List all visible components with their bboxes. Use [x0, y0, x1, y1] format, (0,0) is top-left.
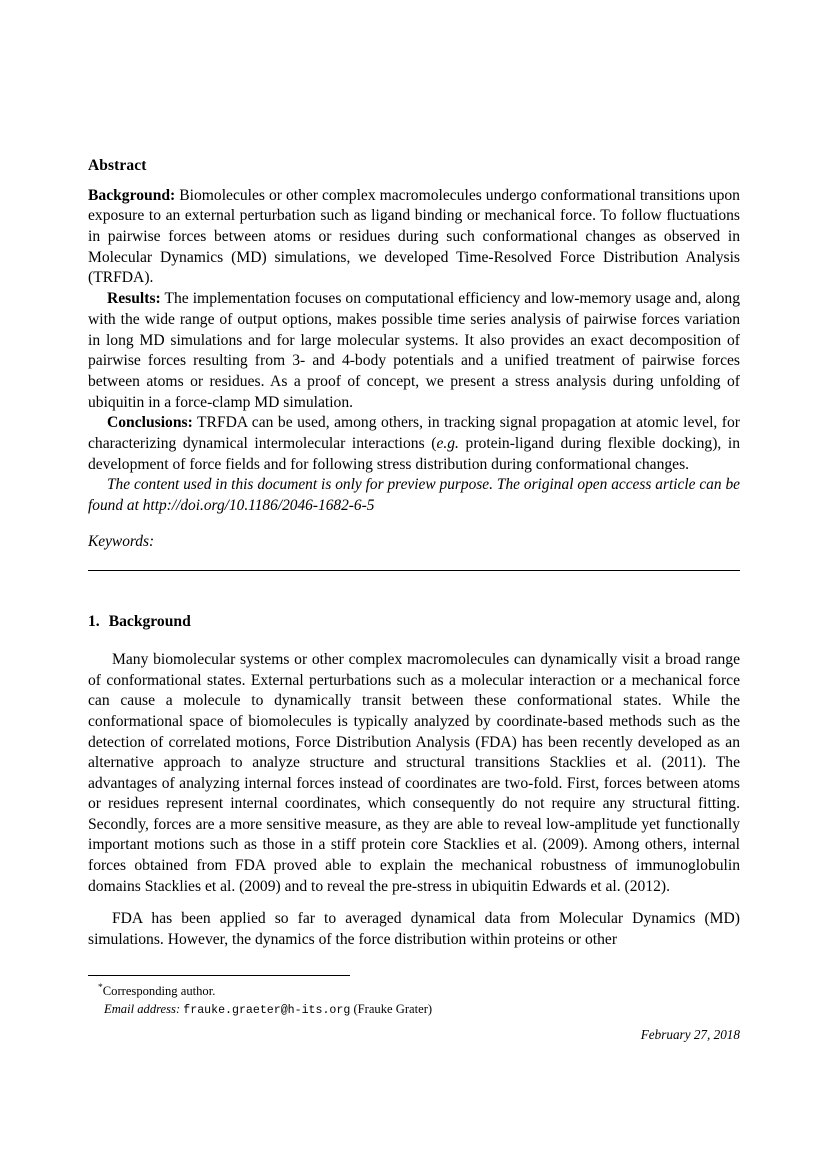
footnote-area [88, 975, 740, 1019]
abstract-conclusions-label: Conclusions: [107, 414, 193, 432]
asterisk-icon: * [98, 983, 103, 993]
footnote-corresponding-author [88, 980, 740, 1000]
abstract-results-paragraph [88, 289, 740, 413]
footnote-corresponding-author-text: Corresponding author. [102, 984, 216, 999]
abstract-conclusions-text-before: TRFDA can be used, among others, in tracking signal propagation at atomic level, for characterizing dynamical intermolecular interactions ( [88, 414, 740, 453]
body-paragraph-1: Many biomolecular systems or other complex macromolecules can dynamically visit a broad range of conformational states. External perturbations such as a molecular interaction or a mechanical force can cause a molecule to dynamically transit between these conformational states. While the conformational space of biomolecules is typically analyzed by coordinate-based methods such as the detection of correlated motions, Force Distribution Analysis (FDA) has been recently developed as an alternative approach to analyze structure and structural transitions Stacklies et al. (2011). The advantages of analyzing internal forces instead of coordinates are two-fold. First, forces between atoms or residues represent internal coordinates, which consequently do not require any structural fitting. Secondly, forces are a more sensitive measure, as they are able to reveal low-amplitude yet functionally important motions such as those in a stiff protein core Stacklies et al. (2009). Among others, internal forces obtained from FDA proved able to explain the mechanical robustness of immunoglobulin domains Stacklies et al. (2009) and to reveal the pre-stress in ubiquitin Edwards et al. (2012). [88, 651, 740, 895]
abstract-separator-rule [88, 570, 740, 571]
abstract-results-text: The implementation focuses on computational efficiency and low-memory usage and, along with the wide range of output options, makes possible time series analysis of pairwise forces variation in long MD simulations and for large molecular systems. It also provides an exact decomposition of pairwise forces resulting from 3- and 4-body potentials and a unified treatment of pairwise forces between atoms or residues. As a proof of concept, we present a stress analysis during unfolding of ubiquitin in a force-clamp MD simulation. [88, 290, 741, 411]
body-paragraph-2: FDA has been applied so far to averaged dynamical data from Molecular Dynamics (MD) simulations. However, the dynamics of the force distribution within proteins or other [88, 910, 740, 948]
footnote-email-line [88, 1001, 740, 1020]
section-number: 1. [88, 612, 100, 630]
footnote-email-address[interactable]: frauke.graeter@h-its.org [183, 1003, 351, 1017]
section-title: Background [108, 612, 191, 630]
abstract-conclusions-eg: e.g. [436, 435, 459, 453]
keywords-label: Keywords: [88, 532, 155, 550]
page-content [88, 156, 740, 950]
footnote-separator-rule [88, 975, 350, 976]
abstract-background-text: Biomolecules or other complex macromolecules undergo conformational transitions upon exposure to an external perturbation such as ligand binding or mechanical force. To follow fluctuations in pairwise forces between atoms or residues during such conformational changes as observed in Molecular Dynamics (MD) simulations, we developed Time-Resolved Force Distribution Analysis (TRFDA). [88, 186, 740, 287]
document-date: February 27, 2018 [640, 1027, 740, 1042]
abstract-conclusions-text-after: protein-ligand during flexible docking), in development of force fields and for following stress distribution during conformational changes. [88, 435, 740, 473]
abstract-heading: Abstract [88, 157, 147, 174]
preview-purpose-note: The content used in this document is only for preview purpose. The original open access article can be found at http://doi.org/10.1186/2046-1682-6-5 [88, 476, 740, 515]
abstract-conclusions-paragraph [88, 413, 740, 475]
abstract-background-label: Background: [88, 186, 176, 204]
section-heading-background [88, 612, 740, 633]
abstract-background-paragraph [88, 186, 740, 290]
footnote-email-label: Email address: [104, 1001, 181, 1016]
abstract-results-label: Results: [107, 290, 161, 308]
footnote-email-owner: (Frauke Grater) [353, 1001, 433, 1016]
